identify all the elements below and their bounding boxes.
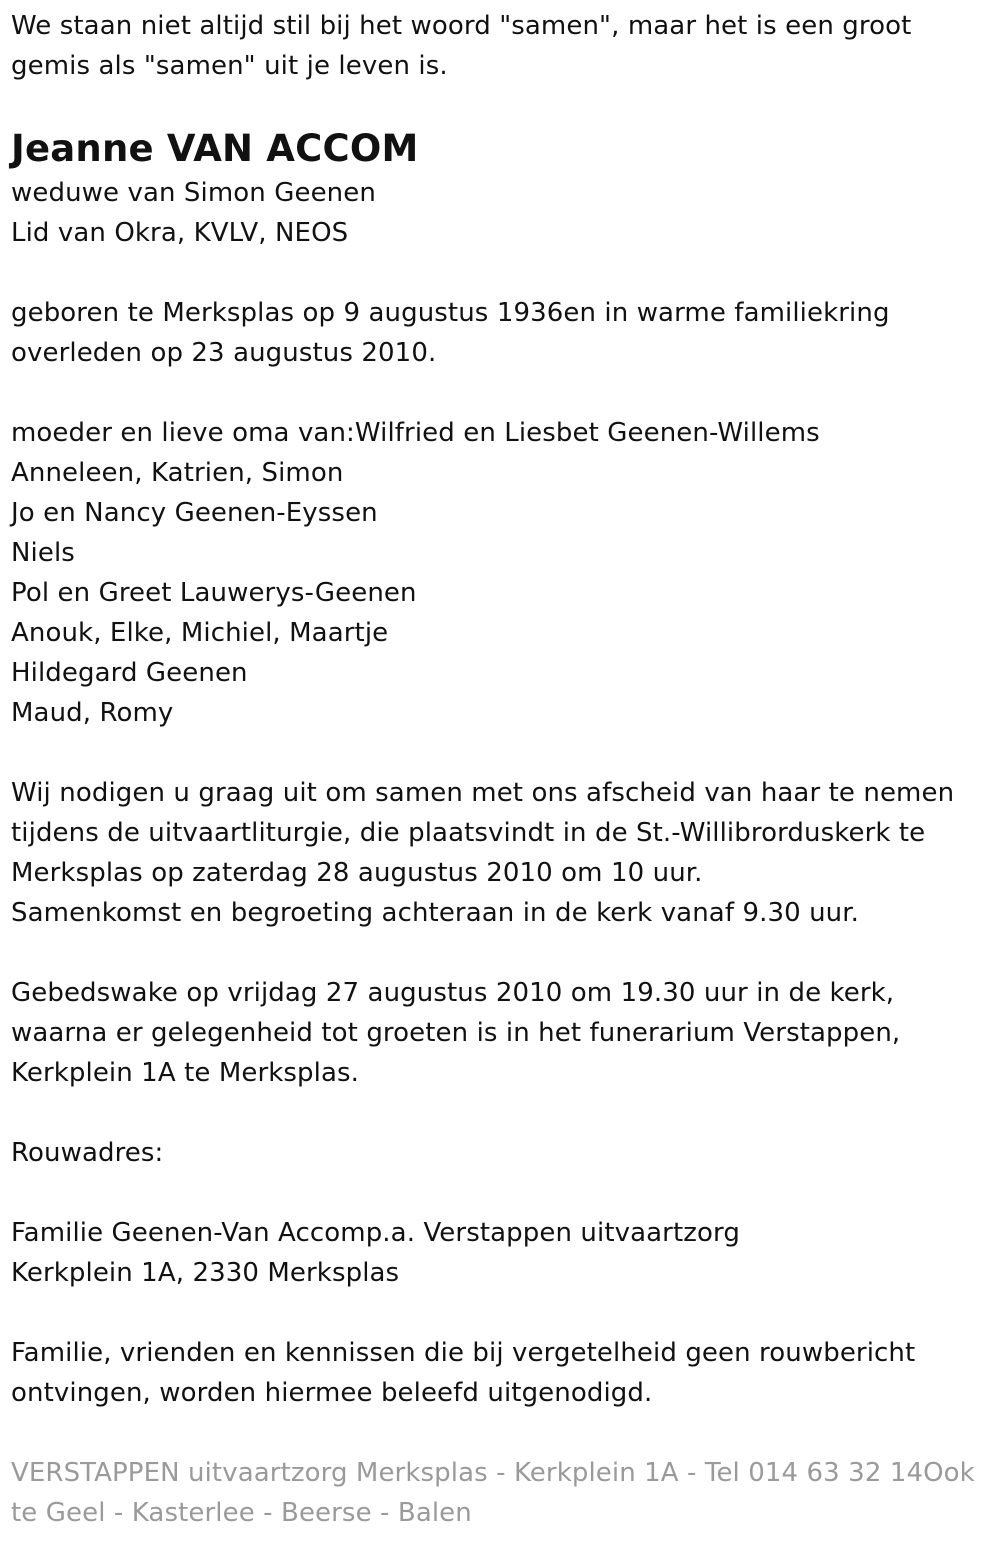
address-label: Rouwadres: <box>11 1138 164 1168</box>
spacer <box>11 1173 991 1213</box>
funeral-invitation <box>11 773 991 933</box>
detail-line: Lid van Okra, KVLV, NEOS <box>11 218 349 248</box>
prayer-wake <box>11 973 991 1093</box>
birth-line: overleden op 23 augustus 2010. <box>11 338 437 368</box>
footer-line: te Geel - Kasterlee - Beerse - Balen <box>11 1498 472 1528</box>
birth-death-info <box>11 293 991 373</box>
family-line: Niels <box>11 538 75 568</box>
address-line: Kerkplein 1A, 2330 Merksplas <box>11 1258 400 1288</box>
deceased-details <box>11 173 991 253</box>
family-line: Jo en Nancy Geenen-Eyssen <box>11 498 378 528</box>
wake-line: Kerkplein 1A te Merksplas. <box>11 1058 360 1088</box>
family-line: Maud, Romy <box>11 698 174 728</box>
address-line: Familie Geenen-Van Accomp.a. Verstappen uitvaartzorg <box>11 1218 740 1248</box>
birth-line: geboren te Merksplas op 9 augustus 1936en in warme familiekring <box>11 298 890 328</box>
closing-note <box>11 1333 991 1413</box>
family-line: Anouk, Elke, Michiel, Maartje <box>11 618 389 648</box>
invitation-line: Merksplas op zaterdag 28 augustus 2010 om 10 uur. <box>11 858 703 888</box>
family-line: Pol en Greet Lauwerys-Geenen <box>11 578 417 608</box>
intro-line: gemis als "samen" uit je leven is. <box>11 51 448 81</box>
invitation-line: Wij nodigen u graag uit om samen met ons afscheid van haar te nemen <box>11 778 955 808</box>
spacer <box>11 733 991 773</box>
closing-line: Familie, vrienden en kennissen die bij vergetelheid geen rouwbericht <box>11 1338 916 1368</box>
death-notice <box>11 6 991 1533</box>
detail-line: weduwe van Simon Geenen <box>11 178 376 208</box>
spacer <box>11 1413 991 1453</box>
invitation-line: Samenkomst en begroeting achteraan in de kerk vanaf 9.30 uur. <box>11 898 860 928</box>
invitation-line: tijdens de uitvaartliturgie, die plaatsvindt in de St.-Willibrorduskerk te <box>11 818 926 848</box>
spacer <box>11 373 991 413</box>
spacer <box>11 1293 991 1333</box>
spacer <box>11 253 991 293</box>
spacer <box>11 1093 991 1133</box>
wake-line: Gebedswake op vrijdag 27 augustus 2010 om 19.30 uur in de kerk, <box>11 978 895 1008</box>
family-line: Hildegard Geenen <box>11 658 248 688</box>
intro-line: We staan niet altijd stil bij het woord "samen", maar het is een groot <box>11 11 912 41</box>
intro-quote <box>11 6 991 86</box>
wake-line: waarna er gelegenheid tot groeten is in het funerarium Verstappen, <box>11 1018 901 1048</box>
family-line: moeder en lieve oma van:Wilfried en Liesbet Geenen-Willems <box>11 418 820 448</box>
funeral-home-footer <box>11 1453 991 1533</box>
footer-line: VERSTAPPEN uitvaartzorg Merksplas - Kerkplein 1A - Tel 014 63 32 14Ook <box>11 1458 975 1488</box>
mourning-address <box>11 1213 991 1293</box>
deceased-name: Jeanne VAN ACCOM <box>11 127 419 170</box>
family-line: Anneleen, Katrien, Simon <box>11 458 344 488</box>
closing-line: ontvingen, worden hiermee beleefd uitgenodigd. <box>11 1378 653 1408</box>
family-list <box>11 413 991 733</box>
spacer <box>11 933 991 973</box>
